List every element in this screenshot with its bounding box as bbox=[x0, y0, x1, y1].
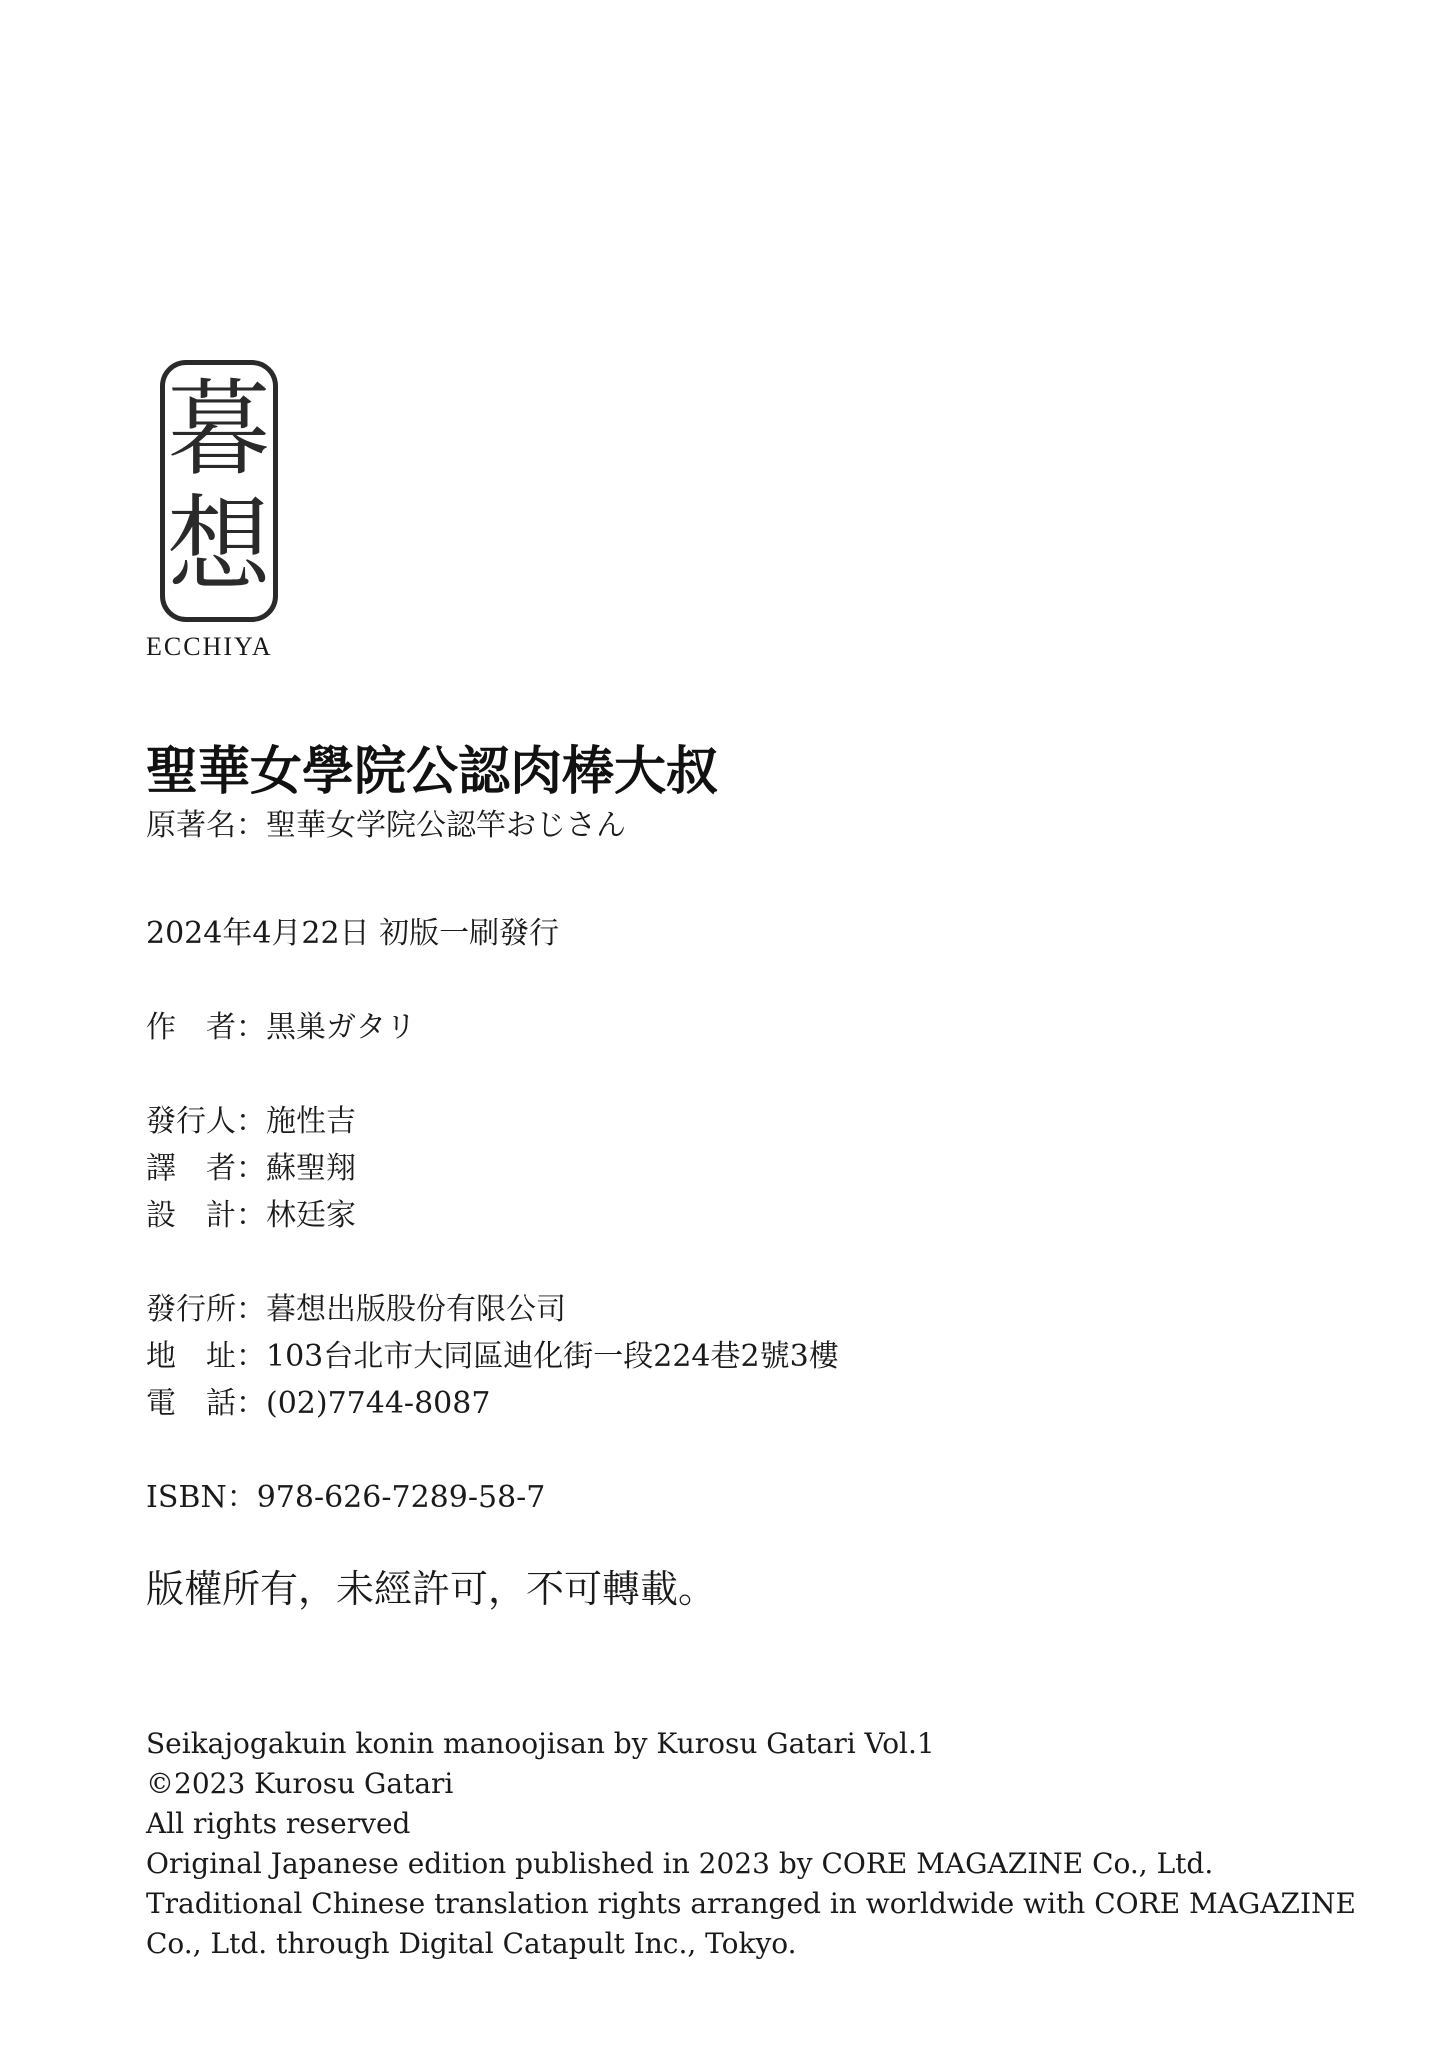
publisher-person-line: 發行人：施性吉 bbox=[146, 1104, 356, 1139]
credit-line-1: Seikajogakuin konin manoojisan by Kurosu Gatari Vol.1 bbox=[146, 1727, 935, 1760]
translator-line: 譯 者：蘇聖翔 bbox=[146, 1151, 356, 1186]
credit-line-3: All rights reserved bbox=[146, 1807, 411, 1840]
address-line: 地 址：103台北市大同區迪化街一段224巷2號3樓 bbox=[146, 1339, 839, 1374]
publisher-line: 發行所：暮想出版股份有限公司 bbox=[146, 1292, 566, 1327]
credit-line-5: Traditional Chinese translation rights arranged in worldwide with CORE MAGAZINE bbox=[146, 1887, 1356, 1920]
book-title: 聖華女學院公認肉棒大叔 bbox=[146, 742, 719, 802]
logo-char-2: 想 bbox=[166, 484, 271, 606]
logo-wordmark: ECCHIYA bbox=[146, 632, 273, 661]
logo-char-1: 暮 bbox=[166, 368, 271, 490]
rights-notice: 版權所有，未經許可，不可轉載。 bbox=[146, 1567, 717, 1611]
isbn-line: ISBN：978-626-7289-58-7 bbox=[146, 1480, 546, 1515]
logo-seal bbox=[160, 360, 278, 622]
phone-line: 電 話：(02)7744-8087 bbox=[146, 1386, 491, 1421]
credit-line-2: ©2023 Kurosu Gatari bbox=[146, 1767, 454, 1800]
credit-line-6: Co., Ltd. through Digital Catapult Inc., Tokyo. bbox=[146, 1927, 797, 1960]
author-line: 作 者：黒巣ガタリ bbox=[146, 1010, 416, 1045]
publish-date: 2024年4月22日 初版一刷發行 bbox=[146, 916, 560, 951]
original-title: 原著名：聖華女学院公認竿おじさん bbox=[146, 808, 626, 843]
credit-line-4: Original Japanese edition published in 2023 by CORE MAGAZINE Co., Ltd. bbox=[146, 1847, 1214, 1880]
designer-line: 設 計：林廷家 bbox=[146, 1198, 356, 1233]
